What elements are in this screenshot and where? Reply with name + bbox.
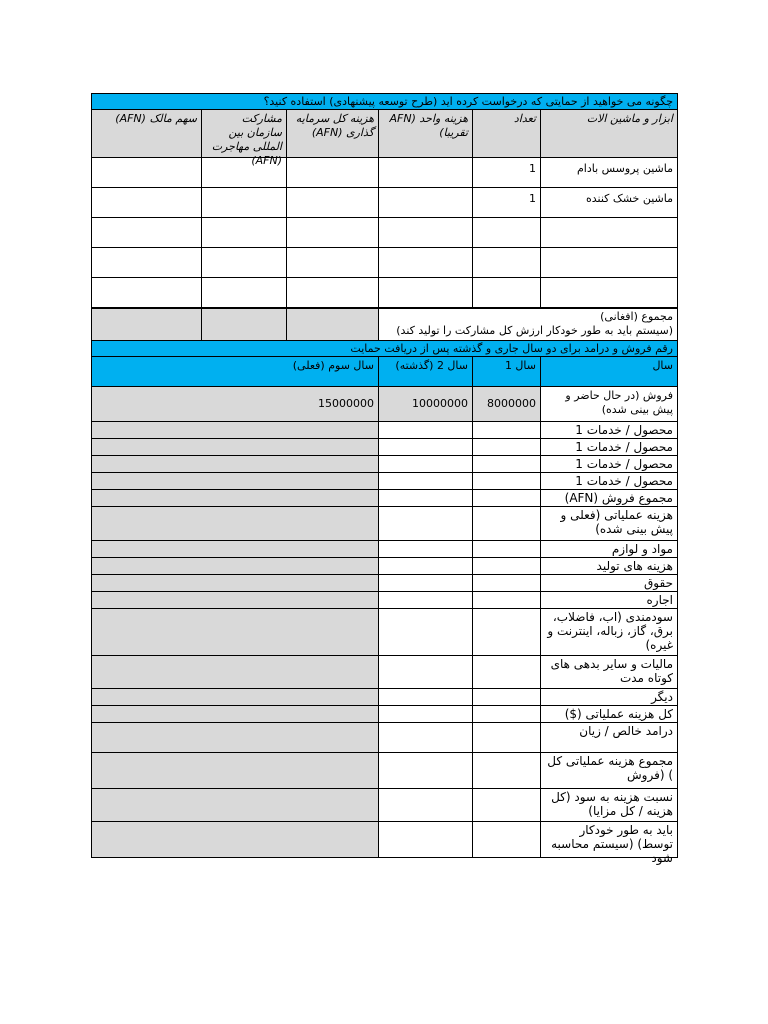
finance-row-cell <box>91 557 379 575</box>
header-owner-share: سهم مالک (AFN) <box>91 109 202 158</box>
finance-row-cell <box>91 506 379 541</box>
item-row-5-iom <box>201 277 287 308</box>
item-row-2-tools: ماشین خشک کننده <box>540 187 678 218</box>
header-iom-share: مشارکت سازمان بین المللی مهاجرت (AFN) <box>201 109 287 158</box>
finance-row-cell <box>91 608 379 656</box>
finance-row-label: سودمندی (اب، فاضلاب، برق، گاز، زباله، اینترنت و غیره) <box>540 608 678 656</box>
total-owner-cell <box>91 308 202 341</box>
finance-row-label: هزینه عملیاتی (فعلی و پیش بینی شده) <box>540 506 678 541</box>
finance-row-label: اجاره <box>540 591 678 609</box>
finance-row-cell <box>472 591 541 609</box>
finance-row-cell <box>91 574 379 592</box>
item-row-4-tools <box>540 247 678 278</box>
item-row-3-unit <box>378 217 473 248</box>
finance-row-cell <box>472 821 541 858</box>
header-year: سال <box>540 356 678 387</box>
item-row-2-owner <box>91 187 202 218</box>
header-count: تعداد <box>472 109 541 158</box>
finance-row-cell <box>91 752 379 789</box>
finance-row-cell <box>91 438 379 456</box>
finance-row-cell <box>378 455 473 473</box>
item-row-5-tools <box>540 277 678 308</box>
finance-row-cell <box>378 655 473 689</box>
finance-row-cell <box>91 655 379 689</box>
finance-row-cell <box>472 722 541 753</box>
item-row-2-iom <box>201 187 287 218</box>
finance-row-cell <box>91 788 379 822</box>
item-row-1-invest <box>286 157 379 188</box>
finance-row-cell <box>91 472 379 490</box>
finance-row-cell <box>378 688 473 706</box>
finance-row-cell <box>378 608 473 656</box>
item-row-4-count <box>472 247 541 278</box>
item-row-1-tools: ماشین پروسس بادام <box>540 157 678 188</box>
finance-row-cell <box>91 705 379 723</box>
finance-row-cell <box>91 489 379 507</box>
finance-row-cell <box>378 557 473 575</box>
finance-row-cell <box>472 752 541 789</box>
finance-row-cell <box>472 574 541 592</box>
finance-row-label: مواد و لوازم <box>540 540 678 558</box>
finance-row-cell <box>378 752 473 789</box>
total-iom-cell <box>201 308 287 341</box>
finance-row-label: محصول / خدمات 1 <box>540 438 678 456</box>
item-row-1-iom <box>201 157 287 188</box>
header-tools: ابزار و ماشین الات <box>540 109 678 158</box>
finance-row-label: حقوق <box>540 574 678 592</box>
finance-row-cell <box>472 438 541 456</box>
finance-row-cell <box>378 438 473 456</box>
finance-row-cell <box>472 557 541 575</box>
total-label: مجموع (افغانی) <box>600 310 673 323</box>
finance-row-label: مجموع هزینه عملیاتی کل ) (فروش <box>540 752 678 789</box>
sales-year3: 15000000 <box>91 386 379 422</box>
finance-row-label: هزینه های تولید <box>540 557 678 575</box>
item-row-4-iom <box>201 247 287 278</box>
total-note: (سیستم باید به طور خودکار ارزش کل مشارکت را تولید کند) <box>396 324 673 337</box>
finance-row-cell <box>378 489 473 507</box>
finance-row-label: کل هزینه عملیاتی ($) <box>540 705 678 723</box>
finance-row-cell <box>472 421 541 439</box>
finance-row-cell <box>378 421 473 439</box>
finance-row-cell <box>91 540 379 558</box>
finance-row-label: محصول / خدمات 1 <box>540 472 678 490</box>
item-row-2-count: 1 <box>472 187 541 218</box>
item-row-4-owner <box>91 247 202 278</box>
finance-row-cell <box>91 455 379 473</box>
item-row-5-unit <box>378 277 473 308</box>
finance-row-cell <box>472 489 541 507</box>
finance-row-cell <box>472 608 541 656</box>
item-row-3-count <box>472 217 541 248</box>
item-row-4-invest <box>286 247 379 278</box>
finance-row-cell <box>472 688 541 706</box>
item-row-3-tools <box>540 217 678 248</box>
item-row-3-owner <box>91 217 202 248</box>
item-row-3-invest <box>286 217 379 248</box>
finance-row-cell <box>472 506 541 541</box>
finance-row-cell <box>91 591 379 609</box>
finance-row-label: درامد خالص / زیان <box>540 722 678 753</box>
header-unit-cost: هزینه واحد (AFN تقریبا) <box>378 109 473 158</box>
finance-row-cell <box>378 574 473 592</box>
header-year2: سال 2 (گذشته) <box>378 356 473 387</box>
finance-row-cell <box>91 722 379 753</box>
finance-row-cell <box>378 591 473 609</box>
header-year3: سال سوم (فعلی) <box>91 356 379 387</box>
item-row-1-count: 1 <box>472 157 541 188</box>
sales-year2: 10000000 <box>378 386 473 422</box>
finance-row-cell <box>472 455 541 473</box>
item-row-5-owner <box>91 277 202 308</box>
item-row-1-owner <box>91 157 202 188</box>
sales-year1: 8000000 <box>472 386 541 422</box>
item-row-5-invest <box>286 277 379 308</box>
item-row-5-count <box>472 277 541 308</box>
finance-row-label: محصول / خدمات 1 <box>540 421 678 439</box>
finance-row-cell <box>472 655 541 689</box>
item-row-3-iom <box>201 217 287 248</box>
finance-row-cell <box>378 472 473 490</box>
finance-row-label: دیگر <box>540 688 678 706</box>
form-sheet <box>91 93 678 865</box>
header-total-invest: هزینه کل سرمایه گذاری (AFN) <box>286 109 379 158</box>
finance-row-cell <box>472 472 541 490</box>
finance-row-label: باید به طور خودکار توسط) (سیستم محاسبه شود <box>540 821 678 858</box>
section1-title: چگونه می خواهید از حمایتی که درخواست کرده اید (طرح توسعه پیشنهادی) استفاده کنید؟ <box>91 93 678 110</box>
finance-row-cell <box>378 788 473 822</box>
finance-row-cell <box>378 722 473 753</box>
finance-row-label: محصول / خدمات 1 <box>540 455 678 473</box>
sales-label: فروش (در حال حاضر و پیش بینی شده) <box>540 386 678 422</box>
finance-row-cell <box>472 705 541 723</box>
finance-row-cell <box>91 821 379 858</box>
header-year1: سال 1 <box>472 356 541 387</box>
finance-row-cell <box>378 506 473 541</box>
item-row-2-invest <box>286 187 379 218</box>
item-row-4-unit <box>378 247 473 278</box>
finance-row-cell <box>91 688 379 706</box>
finance-row-cell <box>472 788 541 822</box>
finance-row-cell <box>378 540 473 558</box>
finance-row-cell <box>378 821 473 858</box>
finance-row-label: نسبت هزینه به سود (کل هزینه / کل مزایا) <box>540 788 678 822</box>
total-label-cell <box>378 308 678 341</box>
finance-row-cell <box>472 540 541 558</box>
item-row-1-unit <box>378 157 473 188</box>
item-row-2-unit <box>378 187 473 218</box>
finance-row-cell <box>91 421 379 439</box>
total-invest-cell <box>286 308 379 341</box>
finance-row-label: مجموع فروش (AFN) <box>540 489 678 507</box>
finance-row-cell <box>378 705 473 723</box>
finance-row-label: مالیات و سایر بدهی های کوتاه مدت <box>540 655 678 689</box>
section2-title: رقم فروش و درامد برای دو سال جاری و گذشته پس از دریافت حمایت <box>91 340 678 357</box>
